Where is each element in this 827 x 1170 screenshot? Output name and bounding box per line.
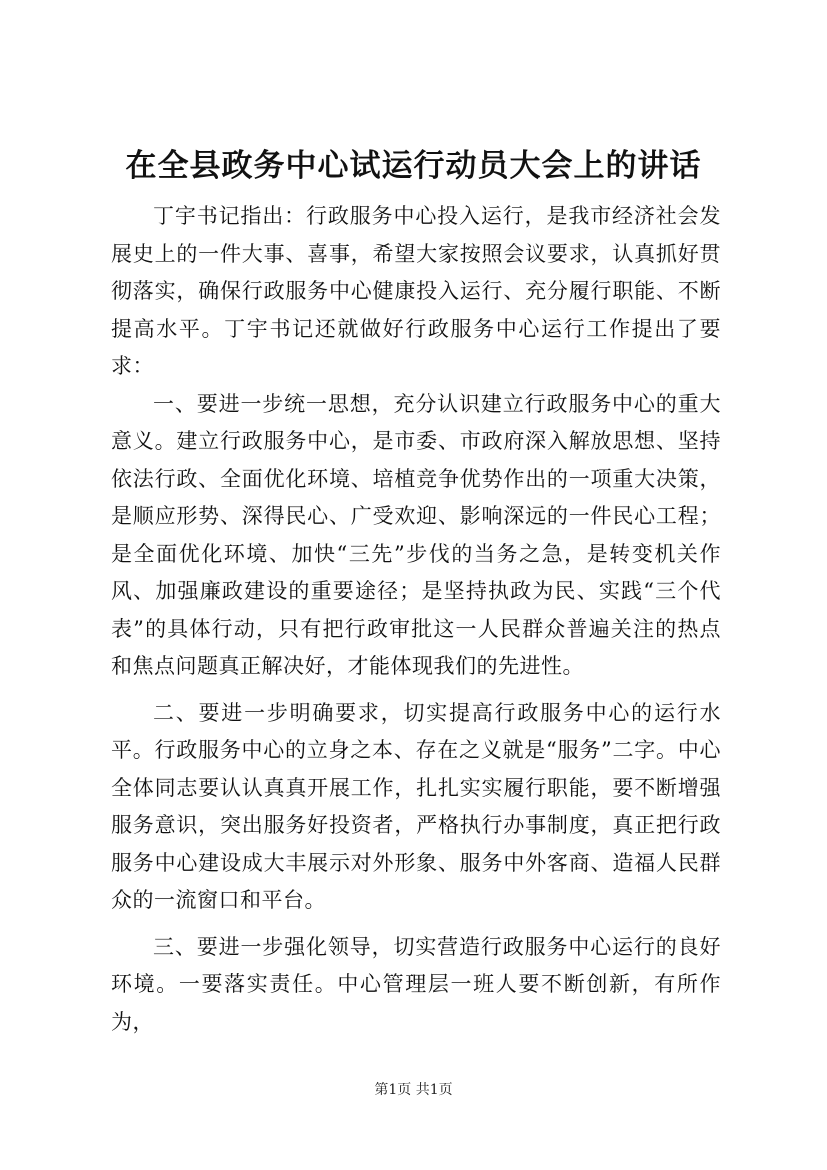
page-number-footer: 第1页 共1页: [374, 1082, 453, 1098]
document-title: 在全县政务中心试运行动员大会上的讲话: [125, 148, 702, 184]
paragraph-point-one: 一、要进一步统一思想，充分认识建立行政服务中心的重大意义。建立行政服务中心，是市委、市政府深入解放思想、坚持依法行政、全面优化环境、培植竞争优势作出的一项重大决策，是顺应形势、深得民心、广受欢迎、影响深远的一件民心工程；是全面优化环境、加快“三先”步伐的当务之急，是转变机关作风、加强廉政建设的重要途径；是坚持执政为民、实践“三个代表”的具体行动，只有把行政审批这一人民群众普遍关注的热点和焦点问题真正解决好，才能体现我们的先进性。: [111, 391, 721, 678]
paragraph-point-two: 二、要进一步明确要求，切实提高行政服务中心的运行水平。行政服务中心的立身之本、存在之义就是“服务”二字。中心全体同志要认认真真开展工作，扎扎实实履行职能，要不断增强服务意识，突出服务好投资者，严格执行办事制度，真正把行政服务中心建设成大丰展示对外形象、服务中外客商、造福人民群众的一流窗口和平台。: [111, 700, 721, 912]
paragraph-point-three: 三、要进一步强化领导，切实营造行政服务中心运行的良好环境。一要落实责任。中心管理层一班人要不断创新，有所作为，: [111, 934, 721, 1034]
paragraph-intro: 丁宇书记指出：行政服务中心投入运行，是我市经济社会发展史上的一件大事、喜事，希望大家按照会议要求，认真抓好贯彻落实，确保行政服务中心健康投入运行、充分履行职能、不断提高水平。丁宇书记还就做好行政服务中心运行工作提出了要求：: [111, 204, 721, 378]
document-body: [111, 198, 721, 1041]
